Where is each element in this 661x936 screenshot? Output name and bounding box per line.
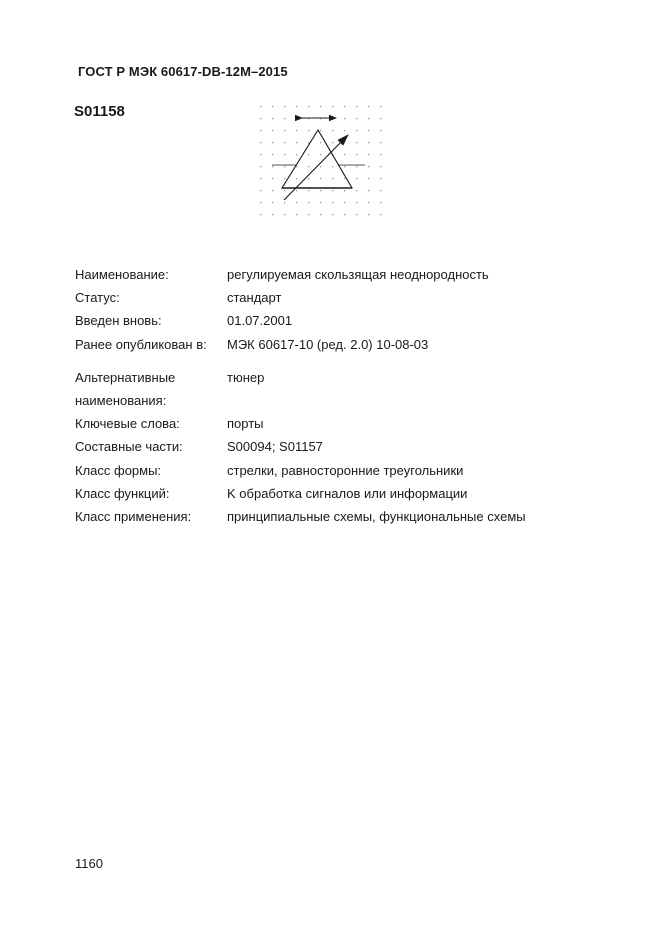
property-row <box>75 462 526 485</box>
property-label: Класс формы: <box>75 462 162 478</box>
property-row <box>75 369 526 392</box>
property-row <box>75 312 526 335</box>
property-value: порты <box>227 416 264 432</box>
property-row <box>75 415 526 438</box>
property-row <box>75 289 526 312</box>
property-value: K обработка сигналов или информации <box>227 485 468 501</box>
property-value: стрелки, равносторонние треугольники <box>227 462 464 478</box>
property-value: 01.07.2001 <box>227 313 293 329</box>
property-label: Класс функций: <box>75 485 170 501</box>
property-value: МЭК 60617-10 (ред. 2.0) 10-08-03 <box>227 336 429 352</box>
property-label: Наименование: <box>75 267 169 282</box>
property-row <box>75 266 526 289</box>
property-label: Введен вновь: <box>75 313 162 329</box>
symbol-id: S01158 <box>74 103 125 120</box>
property-value: тюнер <box>227 369 265 385</box>
tuner-symbol-figure <box>250 100 390 220</box>
properties-table <box>75 266 526 531</box>
property-row <box>75 438 526 461</box>
document-header: ГОСТ Р МЭК 60617-DB-12M–2015 <box>78 64 288 79</box>
property-row <box>75 336 526 359</box>
property-label: Статус: <box>75 290 120 306</box>
property-row <box>75 485 526 508</box>
page-number: 1160 <box>75 856 103 871</box>
group-spacer <box>75 359 526 369</box>
property-label: Класс применения: <box>75 508 192 524</box>
property-label: Ключевые слова: <box>75 416 180 432</box>
property-label: Составные части: <box>75 439 183 455</box>
property-label: наименования: <box>75 392 167 408</box>
property-label: Альтернативные <box>75 369 176 385</box>
property-row <box>75 508 526 531</box>
property-value: стандарт <box>227 290 282 306</box>
property-value: S00094; S01157 <box>227 439 323 455</box>
property-label: Ранее опубликован в: <box>75 336 207 352</box>
property-value: принципиальные схемы, функциональные схемы <box>227 508 526 524</box>
grid-dots <box>258 104 382 216</box>
property-value: регулируемая скользящая неоднородность <box>227 267 489 282</box>
property-row <box>75 392 526 415</box>
